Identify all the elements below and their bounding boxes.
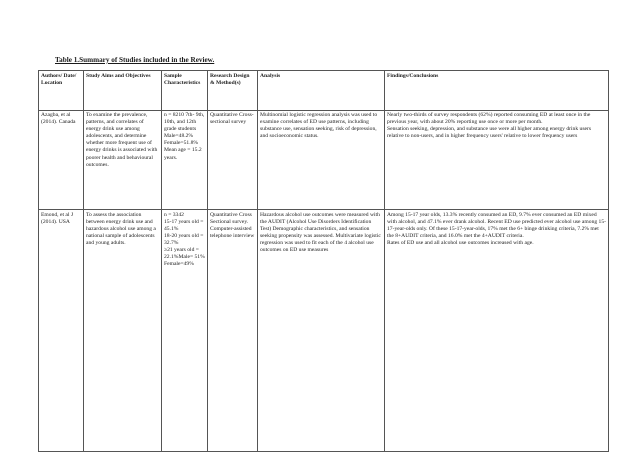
- header-analysis: Analysis: [258, 71, 385, 111]
- cell-design: Quantitative Cross-sectional survey: [208, 110, 258, 210]
- cell-analysis: Multinomial logistic regression analysis was used to examine correlates of ED use patterns, including substance use, sensation seeking, risk of depression, and socioeconomic status.: [258, 110, 385, 210]
- table-title: Table 1.Summary of Studies included in the Review.: [55, 56, 215, 64]
- cell-aims: To examine the prevalence, patterns, and correlates of energy drink use among adolescents, and determine whether more frequent use of energy drinks is associated with poorer health and behavioural outcomes.: [84, 110, 162, 210]
- cell-design: Quantitative Cross Sectional survey. Computer-assisted telephone interview: [208, 210, 258, 452]
- cell-findings: Nearly two-thirds of survey respondents (62%) reported consuming ED at least once in the previous year, with about 20% reporting use once or more per month. Sensation seeking, depression, and substance use were all higher among energy drink users relative to non-users, and in higher frequency users' relative to lower frequency users: [385, 110, 609, 210]
- cell-findings: Among 15-17 year olds, 13.3% recently consumed an ED, 9.7% ever consumed an ED mixed with alcohol, and 47.1% ever drank alcohol. Recent ED use predicted ever alcohol use among 15-17-year-olds only. Of these 15-17-year-olds, 17% met the 6+ binge drinking criteria, 7.2% met the 8+AUDIT criteria, and 16.0% met the 4+AUDIT criteria. Rates of ED use and all alcohol use outcomes increased with age.: [385, 210, 609, 452]
- table-row: [39, 210, 609, 452]
- header-authors: Authors/ Date/ Location: [39, 71, 84, 111]
- cell-authors: Azagba, et al (2014). Canada: [39, 110, 84, 210]
- table-row: [39, 110, 609, 210]
- cell-sample: n = 3342 15-17 years old = 45.1% 18-20 years old = 32.7% ≥21 years old = 22.1%Male= 51% Female=49%: [162, 210, 208, 452]
- cell-sample: n = 8210 7th- 9th, 10th, and 12th grade students Male=48.2% Female=51.8% Mean age = 15.2 years.: [162, 110, 208, 210]
- header-design: Research Design & Method(s): [208, 71, 258, 111]
- cell-aims: To assess the association between energy drink use and hazardous alcohol use among a national sample of adolescents and young adults.: [84, 210, 162, 452]
- header-aims: Study Aims and Objectives: [84, 71, 162, 111]
- cell-authors: Emond, et al J (2014). USA: [39, 210, 84, 452]
- header-row: [39, 71, 609, 111]
- summary-table: [38, 70, 609, 452]
- header-sample: Sample Characteristics: [162, 71, 208, 111]
- header-findings: Findings/Conclusions: [385, 71, 609, 111]
- cell-analysis: Hazardous alcohol use outcomes were measured with the AUDIT (Alcohol Use Disorders Identification Test) Demographic characteristics, and sensation seeking propensity was assessed. Multivariate logistic regression was used to fit each of the 4 alcohol use outcomes on ED use measures: [258, 210, 385, 452]
